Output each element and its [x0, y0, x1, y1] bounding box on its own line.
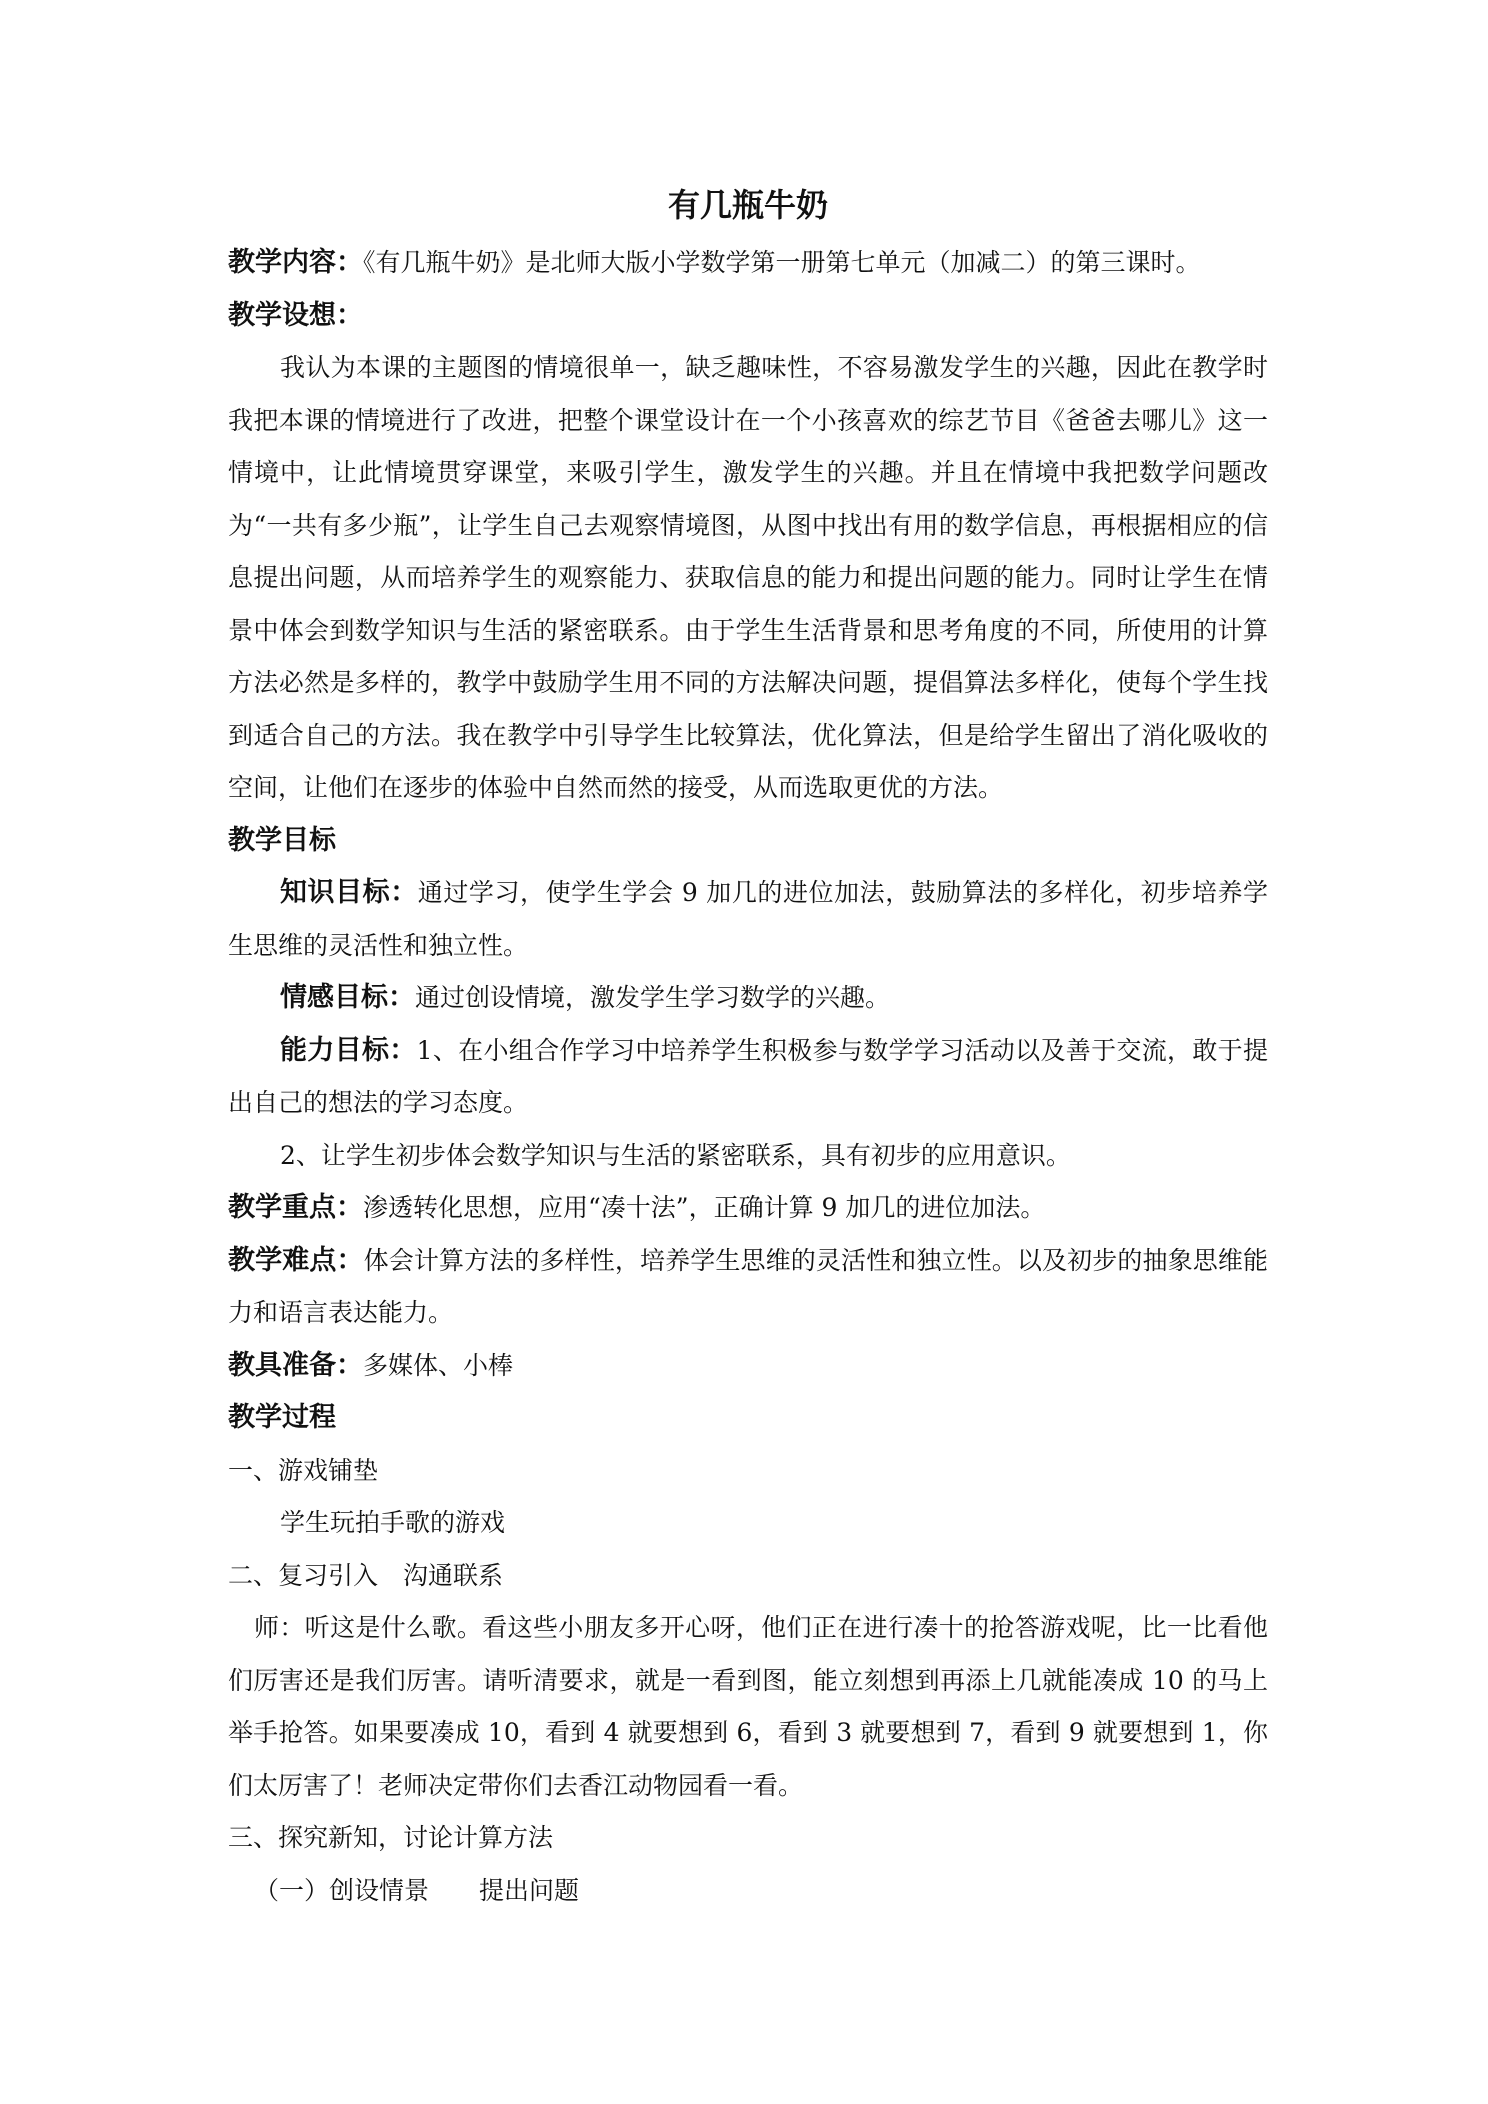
teaching-design-paragraph: 我认为本课的主题图的情境很单一，缺乏趣味性，不容易激发学生的兴趣，因此在教学时我把本课的情境进行了改进，把整个课堂设计在一个小孩喜欢的综艺节目《爸爸去哪儿》这一情境中，让此情境贯穿课堂，来吸引学生，激发学生的兴趣。并且在情境中我把数学问题改为“一共有多少瓶”，让学生自己去观察情境图，从图中找出有用的数学信息，再根据相应的信息提出问题，从而培养学生的观察能力、获取信息的能力和提出问题的能力。同时让学生在情景中体会到数学知识与生活的紧密联系。由于学生生活背景和思考角度的不同，所使用的计算方法必然是多样的，教学中鼓励学生用不同的方法解决问题，提倡算法多样化，使每个学生找到适合自己的方法。我在教学中引导学生比较算法，优化算法，但是给学生留出了消化吸收的空间，让他们在逐步的体验中自然而然的接受，从而选取更优的方法。 [228, 353, 1268, 802]
process-step-2: 二、复习引入 沟通联系 [228, 1560, 504, 1590]
document-title: 有几瓶牛奶 [667, 186, 828, 224]
key-point-text: 渗透转化思想，应用“凑十法”，正确计算 9 加几的进位加法。 [363, 1193, 1046, 1222]
teaching-process-heading: 教学过程 [228, 1402, 336, 1433]
process-step-2-text: 师：听这是什么歌。看这些小朋友多开心呀，他们正在进行凑十的抢答游戏呢，比一比看他们厉害还是我们厉害。请听清要求，就是一看到图，能立刻想到再添上几就能凑成 10 的马上举手抢答。如果要凑成 10，看到 4 就要想到 6，看到 3 就要想到 7，看到 9 就要想到 1，你们太厉害了！老师决定带你们去香江动物园看一看。 [228, 1613, 1268, 1800]
emotion-goal-text: 通过创设情境，激发学生学习数学的兴趣。 [415, 983, 891, 1012]
teaching-content-label: 教学内容： [228, 247, 363, 278]
key-point-label: 教学重点： [228, 1192, 363, 1223]
tools-label: 教具准备： [228, 1349, 363, 1381]
emotion-goal [228, 972, 1268, 1025]
emotion-goal-label: 情感目标： [280, 982, 415, 1013]
knowledge-goal-label: 知识目标： [280, 877, 418, 908]
teaching-difficulty [228, 1235, 1268, 1340]
teaching-content [228, 237, 1268, 290]
ability-goal [228, 1025, 1268, 1130]
teaching-design-heading: 教学设想： [228, 299, 363, 331]
knowledge-goal [228, 867, 1268, 972]
tools-text: 多媒体、小棒 [363, 1350, 514, 1380]
process-step-1: 一、游戏铺垫 [228, 1455, 379, 1485]
teaching-goals-heading: 教学目标 [228, 824, 336, 856]
process-step-3: 三、探究新知，讨论计算方法 [228, 1823, 554, 1852]
knowledge-goal-text: 通过学习，使学生学会 9 加几的进位加法，鼓励算法的多样化，初步培养学生思维的灵活性和独立性。 [228, 878, 1268, 960]
ability-goal-text-1: 1、在小组合作学习中培养学生积极参与数学学习活动以及善于交流，敢于提出自己的想法的学习态度。 [228, 1035, 1268, 1117]
ability-goal-label: 能力目标： [280, 1034, 417, 1066]
teaching-tools [228, 1340, 1268, 1393]
process-step-3-sub: （一）创设情景 提出问题 [254, 1875, 580, 1905]
teaching-key-point [228, 1182, 1268, 1235]
process-step-1-text: 学生玩拍手歌的游戏 [280, 1508, 506, 1537]
document-page [228, 175, 1268, 1917]
difficulty-text: 体会计算方法的多样性，培养学生思维的灵活性和独立性。以及初步的抽象思维能力和语言表达能力。 [228, 1245, 1268, 1327]
teaching-content-text: 《有几瓶牛奶》是北师大版小学数学第一册第七单元（加减二）的第三课时。 [363, 248, 1201, 277]
ability-goal-2: 2、让学生初步体会数学知识与生活的紧密联系，具有初步的应用意识。 [280, 1140, 1071, 1170]
difficulty-label: 教学难点： [228, 1244, 364, 1276]
